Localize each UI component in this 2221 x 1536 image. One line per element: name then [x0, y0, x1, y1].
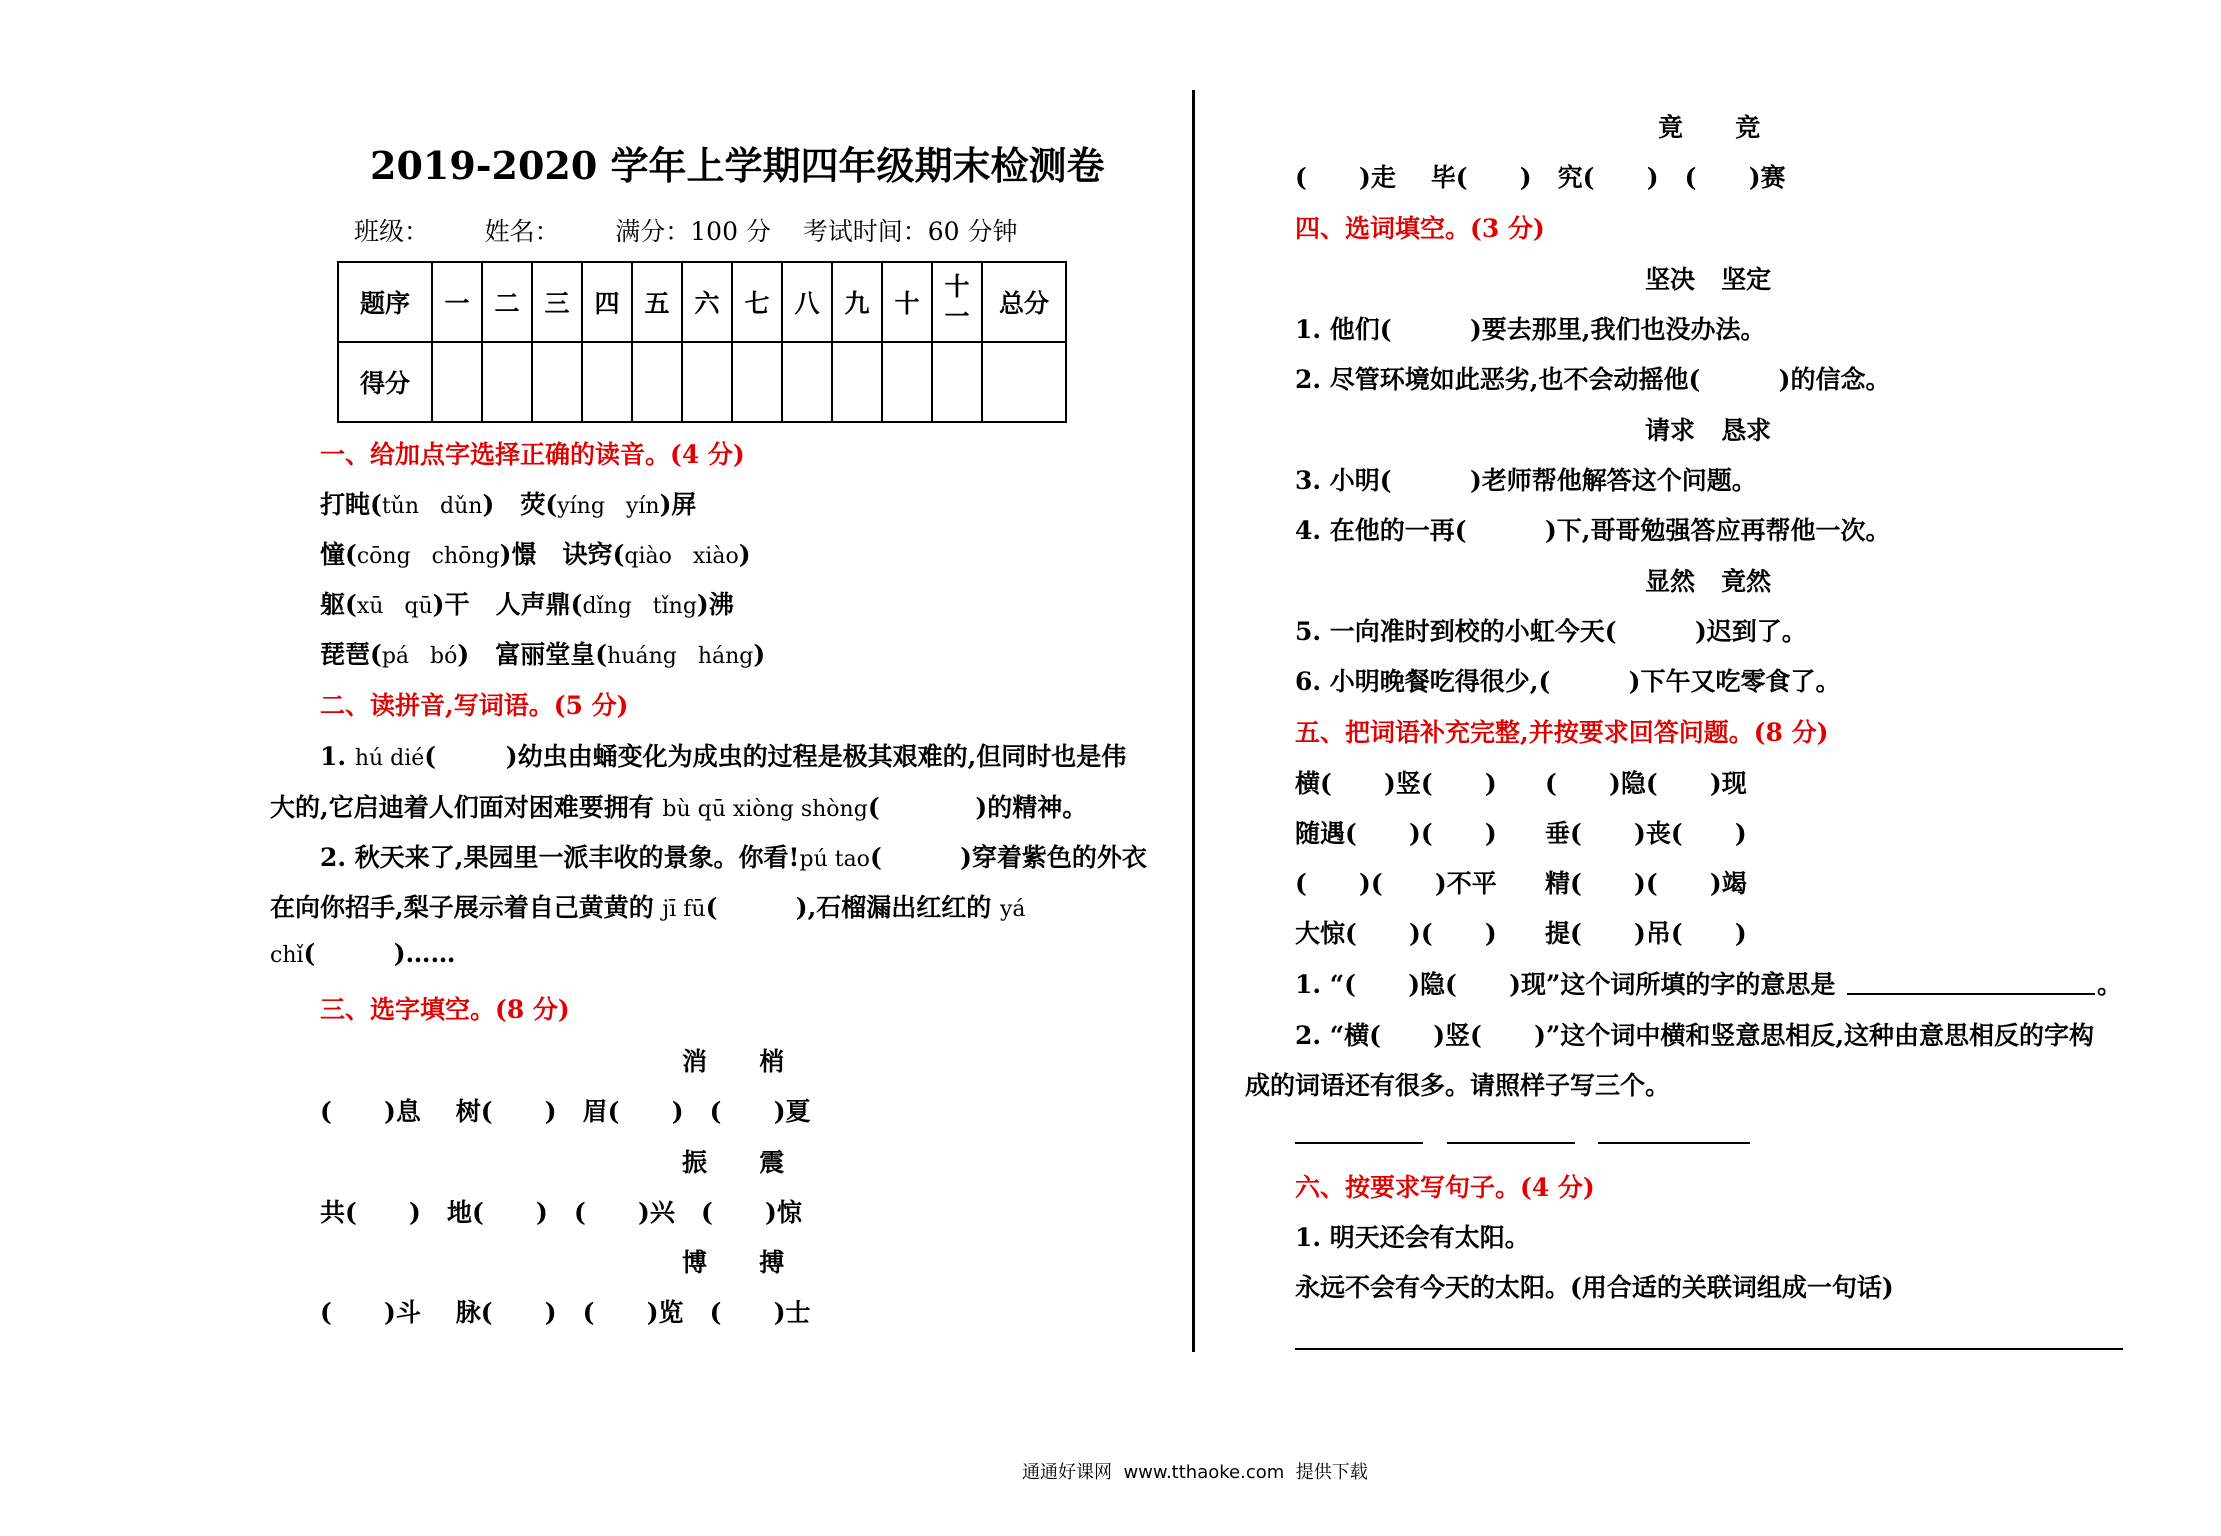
score-col-7: 七 [732, 262, 782, 342]
score-cell[interactable] [782, 342, 832, 422]
section3-choices: 博 搏 [682, 1248, 785, 1277]
score-total-label: 总分 [982, 262, 1066, 342]
score-col-9: 九 [832, 262, 882, 342]
section5-question: 成的词语还有很多。请照样子写三个。 [1245, 1071, 1671, 1100]
section3-choices: 振 震 [682, 1148, 785, 1177]
score-cell[interactable] [482, 342, 532, 422]
right-top-choices: 竟 竞 [1658, 113, 1761, 142]
score-cell[interactable] [632, 342, 682, 422]
section2-line: 1. hú dié( )幼虫由蛹变化为成虫的过程是极其艰难的,但同时也是伟 [320, 742, 1127, 771]
section5-word: ( )( )不平 [1295, 869, 1497, 898]
section2-line: 2. 秋天来了,果园里一派丰收的景象。你看!pú tao( )穿着紫色的外衣 [320, 843, 1147, 872]
score-col-3: 三 [532, 262, 582, 342]
section5-word: 精( )( )竭 [1545, 869, 1747, 898]
section4-heading: 四、选词填空。(3 分) [1295, 214, 1545, 243]
score-cell[interactable] [732, 342, 782, 422]
section5-word: 大惊( )( ) [1295, 919, 1497, 948]
section5-question: 1. “( )隐( )现”这个词所填的字的意思是 [1295, 970, 1836, 999]
section5-word: 提( )吊( ) [1545, 919, 1747, 948]
section5-word: 随遇( )( ) [1295, 819, 1497, 848]
score-cell[interactable] [882, 342, 932, 422]
section4-question: 2. 尽管环境如此恶劣,也不会动摇他( )的信念。 [1295, 365, 1891, 394]
answer-line[interactable] [1295, 1142, 1423, 1144]
column-divider [1192, 90, 1195, 1352]
score-row-label: 得分 [338, 342, 432, 422]
footer-credit: 通通好课网 www.tthaoke.com 提供下载 [1022, 1462, 1368, 1483]
section4-choices: 请求 恳求 [1645, 416, 1772, 445]
answer-line[interactable] [1447, 1142, 1575, 1144]
score-cell[interactable] [932, 342, 982, 422]
section3-line: ( )息 树( ) 眉( ) ( )夏 [320, 1097, 811, 1126]
section1-item: 琵琶(pá bó) 富丽堂皇(huáng háng) [320, 640, 766, 669]
section4-question: 3. 小明( )老师帮他解答这个问题。 [1295, 466, 1757, 495]
score-table-header-row [338, 262, 1066, 342]
section5-heading: 五、把词语补充完整,并按要求回答问题。(8 分) [1295, 718, 1829, 747]
section3-heading: 三、选字填空。(8 分) [320, 995, 570, 1024]
section6-question: 1. 明天还会有太阳。 [1295, 1223, 1530, 1252]
section3-choices: 消 梢 [682, 1047, 785, 1076]
score-cell[interactable] [432, 342, 482, 422]
section5-word: ( )隐( )现 [1545, 769, 1747, 798]
right-top-line: ( )走 毕( ) 究( ) ( )赛 [1295, 163, 1786, 192]
score-cell[interactable] [832, 342, 882, 422]
page-title: 2019-2020 学年上学期四年级期末检测卷 [370, 143, 1105, 188]
section4-choices: 坚决 坚定 [1645, 265, 1772, 294]
section5-word: 垂( )丧( ) [1545, 819, 1747, 848]
section5-question-end: 。 [2097, 970, 2123, 999]
section6-question: 永远不会有今天的太阳。(用合适的关联词组成一句话) [1295, 1273, 1894, 1302]
score-table-score-row [338, 342, 1066, 422]
score-col-10: 十 [882, 262, 932, 342]
section6-heading: 六、按要求写句子。(4 分) [1295, 1173, 1595, 1202]
section2-line: chǐ( )…… [270, 939, 456, 968]
score-table [337, 261, 1067, 423]
section2-heading: 二、读拼音,写词语。(5 分) [320, 691, 629, 720]
answer-line[interactable] [1598, 1142, 1750, 1144]
section4-question: 6. 小明晚餐吃得很少,( )下午又吃零食了。 [1295, 667, 1841, 696]
section2-line: 在向你招手,梨子展示着自己黄黄的 jī fū( ),石榴漏出红红的 yá [270, 893, 1026, 922]
section4-question: 4. 在他的一再( )下,哥哥勉强答应再帮他一次。 [1295, 516, 1891, 545]
section1-heading: 一、给加点字选择正确的读音。(4 分) [320, 440, 745, 469]
section4-question: 1. 他们( )要去那里,我们也没办法。 [1295, 315, 1766, 344]
section3-line: 共( ) 地( ) ( )兴 ( )惊 [320, 1198, 802, 1227]
section1-item: 打盹(tǔn dǔn) 荧(yíng yín)屏 [320, 490, 697, 519]
score-cell[interactable] [682, 342, 732, 422]
exam-info-line: 班级： 姓名： 满分：100 分 考试时间：60 分钟 [354, 217, 1018, 246]
section1-item: 躯(xū qū)干 人声鼎(dǐng tǐng)沸 [320, 590, 734, 619]
section5-question: 2. “横( )竖( )”这个词中横和竖意思相反,这种由意思相反的字构 [1295, 1021, 2095, 1050]
score-col-1: 一 [432, 262, 482, 342]
section3-line: ( )斗 脉( ) ( )览 ( )士 [320, 1298, 811, 1327]
section4-question: 5. 一向准时到校的小虹今天( )迟到了。 [1295, 617, 1807, 646]
score-total-cell[interactable] [982, 342, 1066, 422]
score-cell[interactable] [582, 342, 632, 422]
score-row-label: 题序 [338, 262, 432, 342]
answer-line[interactable] [1295, 1348, 2123, 1350]
section5-word: 横( )竖( ) [1295, 769, 1497, 798]
section2-line: 大的,它启迪着人们面对困难要拥有 bù qū xiòng shòng( )的精神。 [270, 793, 1088, 822]
section1-item: 憧(cōng chōng)憬 诀窍(qiào xiào) [320, 540, 751, 569]
score-col-8: 八 [782, 262, 832, 342]
score-col-5: 五 [632, 262, 682, 342]
score-col-4: 四 [582, 262, 632, 342]
section4-choices: 显然 竟然 [1645, 567, 1772, 596]
score-col-2: 二 [482, 262, 532, 342]
answer-line[interactable] [1847, 993, 2095, 995]
score-cell[interactable] [532, 342, 582, 422]
score-col-11: 十 一 [932, 262, 982, 342]
score-col-6: 六 [682, 262, 732, 342]
